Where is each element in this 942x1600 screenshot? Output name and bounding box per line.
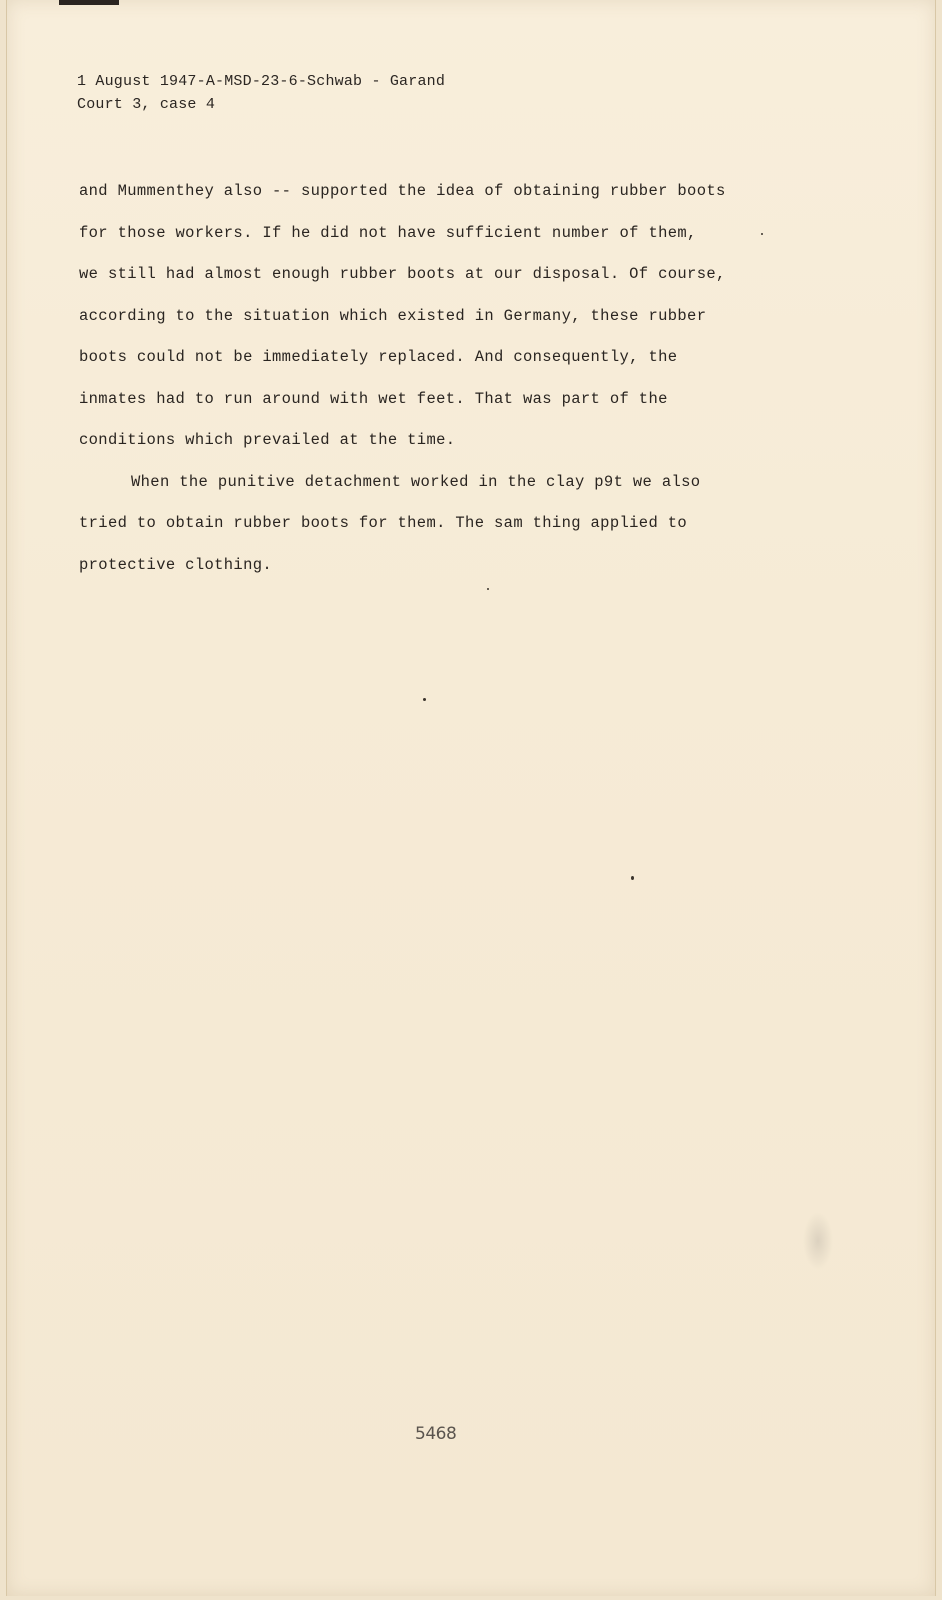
ink-speck [487, 588, 489, 590]
paragraph-2-line: tried to obtain rubber boots for them. The sam thing applied to [79, 514, 688, 532]
paragraph-1-line: and Mummenthey also -- supported the idea of obtaining rubber boots [79, 182, 726, 200]
transcript-body [79, 171, 779, 586]
ink-speck [631, 876, 634, 880]
ink-speck [423, 698, 426, 701]
page-number: 5468 [415, 1424, 457, 1444]
paragraph-2-line: protective clothing. [79, 555, 273, 574]
header-court-line: Court 3, case 4 [77, 96, 216, 113]
scan-edge-mark [59, 0, 119, 5]
paragraph-1-line: according to the situation which existed in Germany, these rubber [79, 306, 707, 325]
paper-smudge [803, 1212, 833, 1270]
document-header [77, 70, 445, 116]
paragraph-1-line: conditions which prevailed at the time. [79, 431, 456, 449]
header-date-line: 1 August 1947-A-MSD-23-6-Schwab - Garand [77, 73, 446, 90]
paragraph-2-line: When the punitive detachment worked in the clay p9t we also [131, 472, 701, 491]
paragraph-1-line: for those workers. If he did not have sufficient number of them, [79, 223, 697, 242]
paragraph-1-line: inmates had to run around with wet feet. That was part of the [79, 389, 668, 408]
document-page [6, 0, 936, 1596]
paragraph-1-line: boots could not be immediately replaced. And consequently, the [79, 348, 678, 366]
paragraph-1-line: we still had almost enough rubber boots at our disposal. Of course, [79, 265, 726, 283]
ink-speck [761, 233, 763, 235]
